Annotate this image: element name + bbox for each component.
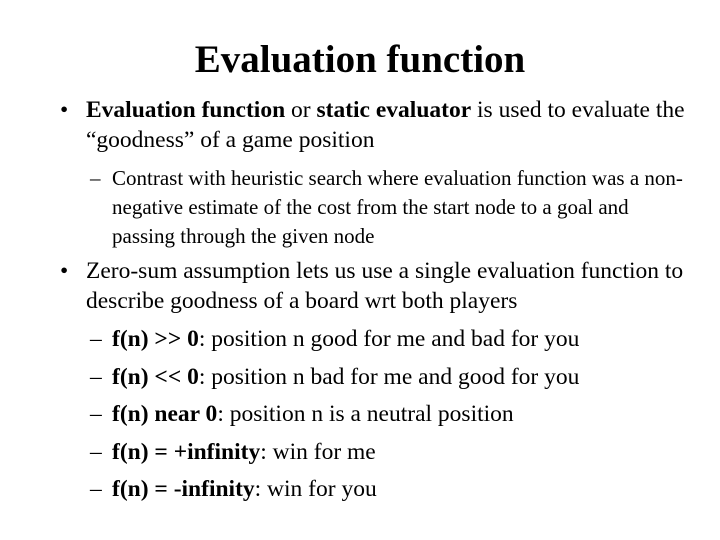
bullet-text	[86, 95, 690, 155]
subbullet-contrast	[90, 164, 690, 251]
dash-marker: –	[90, 401, 102, 427]
description: : position n bad for me and good for you	[198, 364, 580, 390]
connector-text: or	[285, 97, 317, 123]
list-item	[90, 437, 690, 467]
dash-marker: –	[90, 439, 102, 465]
subbullet-text: Contrast with heuristic search where evaluation function was a non-negative estimate of the cost from the start node to a goal and passing through the given node	[112, 166, 683, 248]
description: : win for you	[254, 476, 377, 502]
list-item	[90, 399, 690, 429]
dash-marker: –	[90, 476, 102, 502]
dash-marker: –	[90, 364, 102, 390]
dash-marker: –	[90, 326, 102, 352]
body-text: is used to evaluate the “goodness” of a game position	[86, 97, 685, 153]
list-item	[90, 474, 690, 504]
list-item	[90, 362, 690, 392]
bullet-zero-sum	[60, 256, 690, 316]
bold-term: static evaluator	[316, 97, 472, 123]
dash-marker: –	[90, 166, 101, 190]
bullet-marker: •	[60, 97, 69, 123]
slide-title: Evaluation function	[194, 38, 526, 81]
item-text	[112, 362, 690, 392]
item-text	[112, 474, 690, 504]
description: : win for me	[260, 439, 376, 465]
item-text	[112, 437, 690, 467]
formula: f(n) >> 0	[112, 326, 199, 352]
item-text	[112, 324, 690, 354]
formula: f(n) = +infinity	[112, 439, 261, 465]
bullet-marker: •	[60, 258, 69, 284]
bullet-evaluation-function	[60, 95, 690, 155]
description: : position n is a neutral position	[217, 401, 514, 427]
formula: f(n) = -infinity	[112, 476, 255, 502]
bullet-text: Zero-sum assumption lets us use a single evaluation function to describe goodness of a board wrt both players	[86, 258, 684, 314]
description: : position n good for me and bad for you	[198, 326, 580, 352]
formula: f(n) << 0	[112, 364, 199, 390]
list-item	[90, 324, 690, 354]
formula: f(n) near 0	[112, 401, 218, 427]
item-text	[112, 399, 690, 429]
bold-term: Evaluation function	[86, 97, 286, 123]
